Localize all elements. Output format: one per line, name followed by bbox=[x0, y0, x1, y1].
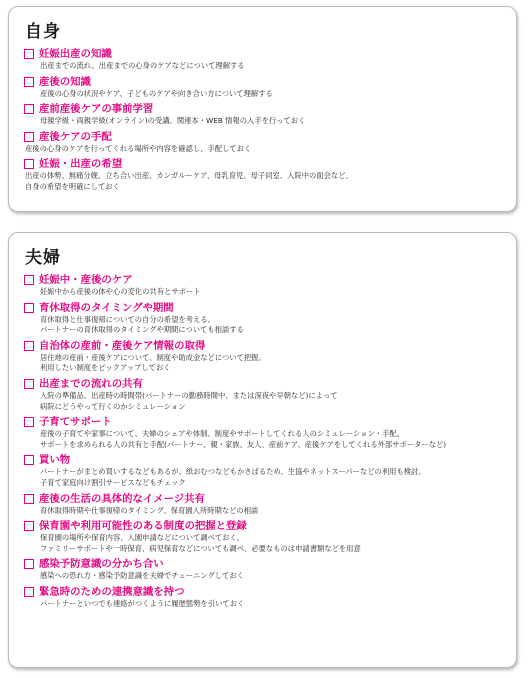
checklist-item bbox=[23, 75, 502, 100]
item-description-line: 産後の子育てや家事について、夫婦のシェアや体制、制度やサポートしてくれる人のシミュレーション・手配。 bbox=[40, 429, 404, 439]
item-heading bbox=[23, 585, 502, 599]
checklist-item bbox=[23, 453, 502, 488]
item-heading-text: 買い物 bbox=[39, 454, 71, 467]
item-description bbox=[23, 467, 502, 488]
checklist-item bbox=[23, 102, 502, 127]
item-description bbox=[23, 171, 502, 192]
checklist-item bbox=[23, 301, 502, 336]
item-heading-text: 妊娠中・産後のケア bbox=[39, 274, 133, 286]
item-description bbox=[23, 287, 502, 298]
item-description-line: 育休取得と仕事復帰についての自分の希望を考える。 bbox=[40, 314, 215, 324]
checkbox[interactable] bbox=[24, 455, 34, 465]
checklist-item bbox=[23, 273, 502, 298]
item-heading bbox=[23, 415, 502, 429]
checkbox[interactable] bbox=[24, 559, 34, 569]
checkbox[interactable] bbox=[24, 587, 34, 597]
checklist-item bbox=[23, 519, 502, 554]
item-heading-text: 自治体の産前・産後ケア情報の取得 bbox=[39, 339, 206, 352]
item-description bbox=[23, 89, 502, 100]
item-description-line: パートナーといつでも連絡がつくように履歴態勢を引いておく bbox=[40, 598, 245, 608]
item-heading-text: 保育園や利用可能性のある制度の把握と登録 bbox=[39, 520, 247, 533]
item-heading bbox=[23, 519, 502, 533]
checklist-item bbox=[23, 157, 502, 192]
item-heading-text: 産前産後ケアの事前学習 bbox=[39, 103, 154, 116]
checkbox[interactable] bbox=[24, 77, 34, 87]
section-title: 自身 bbox=[25, 22, 61, 42]
checklist-item bbox=[23, 557, 502, 582]
item-description-line: 利用したい制度をピックアップしておく bbox=[40, 363, 171, 373]
item-heading-text: 産後の生活の具体的なイメージ共有 bbox=[39, 492, 205, 505]
checklist-item bbox=[23, 377, 502, 412]
item-description bbox=[23, 533, 502, 554]
checklist-item bbox=[23, 130, 502, 155]
item-heading-text: 出産までの流れの共有 bbox=[39, 377, 143, 390]
item-description bbox=[23, 116, 502, 127]
checkbox[interactable] bbox=[24, 49, 34, 59]
checklist-item bbox=[23, 585, 502, 610]
checkbox[interactable] bbox=[24, 303, 34, 313]
item-heading bbox=[23, 157, 502, 171]
item-heading-text: 産後の知識 bbox=[39, 75, 91, 88]
item-description bbox=[23, 353, 502, 374]
section-title: 夫婦 bbox=[25, 248, 61, 268]
checkbox[interactable] bbox=[24, 521, 34, 531]
item-description bbox=[23, 429, 502, 450]
item-description bbox=[23, 391, 502, 412]
item-heading-text: 育休取得のタイミングや期間 bbox=[39, 301, 174, 314]
item-heading-text: 緊急時のための連携意識を持つ bbox=[39, 585, 185, 598]
checklist-item bbox=[23, 415, 502, 450]
item-description-line: 保育園の場所や保育内容、入園申請などについて調べておく。 bbox=[40, 533, 245, 543]
item-description-line: 産後の心身の状況やケア、子どものケアや向き合い方について理解する bbox=[40, 88, 273, 98]
item-heading bbox=[23, 377, 502, 391]
checkbox[interactable] bbox=[24, 104, 34, 114]
item-description-line: パートナーの育休取得のタイミングや期間についても相談する bbox=[40, 325, 244, 335]
item-heading bbox=[23, 273, 502, 287]
item-description bbox=[23, 506, 502, 517]
section-couple-card bbox=[8, 232, 517, 668]
item-heading bbox=[23, 102, 502, 116]
checklist bbox=[23, 273, 502, 610]
item-description-line: 産後の心身のケアを行ってくれる場所や内容を確認し、手配しておく bbox=[25, 143, 252, 153]
checklist bbox=[23, 47, 502, 193]
checkbox[interactable] bbox=[24, 132, 34, 142]
item-description-line: サポートを求められる人の共有と手配(パートナー、親・家族、友人、産前ケア、産後ケアをしてくれる外部サポーターなど) bbox=[40, 439, 447, 449]
item-description bbox=[23, 315, 502, 336]
item-description-line: 居住地の産前・産後ケアについて、制度や助成金などについて把握。 bbox=[40, 352, 266, 362]
item-heading bbox=[23, 492, 502, 506]
item-heading bbox=[23, 453, 502, 467]
item-heading bbox=[23, 75, 502, 89]
item-description-line: 自身の希望を明確にしておく bbox=[25, 181, 120, 191]
checkbox[interactable] bbox=[24, 417, 34, 427]
item-description-line: 入院の準備品、出産時の時間帯(パートナーの勤務時間中、または深夜や早朝など)によって bbox=[40, 390, 338, 400]
checkbox[interactable] bbox=[24, 379, 34, 389]
checkbox[interactable] bbox=[24, 341, 34, 351]
item-description-line: 妊娠中から産後の体や心の変化の共有とサポート bbox=[40, 287, 201, 296]
item-description-line: 出産の体勢、無痛分娩、立ち合い出産、カンガルーケア、母乳育児、母子同室、入院中の面会など、 bbox=[25, 171, 353, 181]
checklist-item bbox=[23, 492, 502, 517]
checkbox[interactable] bbox=[24, 275, 34, 285]
item-description-line: 育休取得時期や仕事復帰のタイミング、保育園入所時期などの相談 bbox=[40, 505, 259, 515]
item-description-line: 母親学級・両親学級(オンライン)の受講、関連本・WEB 情報の入手を行っておく bbox=[40, 116, 306, 126]
item-heading bbox=[23, 339, 502, 353]
item-description-line: 出産までの流れ、出産までの心身のケアなどについて理解する bbox=[40, 61, 245, 70]
item-description-line: 子育て家庭向け割引サービスなどもチェック bbox=[40, 477, 186, 487]
item-heading bbox=[23, 301, 502, 315]
checklist-item bbox=[23, 339, 502, 374]
item-heading-text: 妊娠出産の知識 bbox=[39, 48, 112, 60]
item-heading bbox=[23, 130, 502, 144]
item-description bbox=[23, 61, 502, 72]
item-description-line: 感染への恐れ方・感染予防意識を夫婦でチューニングしておく bbox=[40, 571, 244, 581]
item-heading-text: 妊娠・出産の希望 bbox=[39, 158, 123, 171]
item-description bbox=[23, 571, 502, 582]
checkbox[interactable] bbox=[24, 494, 34, 504]
item-heading-text: 子育てサポート bbox=[39, 416, 112, 429]
item-description-line: 病院にどうやって行くのかシミュレーション bbox=[40, 401, 186, 411]
item-description-line: パートナーがまとめ買いするなどもあるが、紙おむつなどもかさばるため、生協やネットスーパーなどの利用も検討。 bbox=[40, 467, 426, 477]
checklist-item bbox=[23, 47, 502, 72]
item-description bbox=[23, 599, 502, 610]
item-heading-text: 産後ケアの手配 bbox=[39, 130, 112, 143]
item-description-line: ファミリーサポートや一時保育、病児保育などについても調べ、必要なものは申請書類などを用意 bbox=[40, 543, 361, 553]
item-description bbox=[23, 144, 502, 155]
item-heading-text: 感染予防意識の分かち合い bbox=[39, 558, 164, 571]
item-heading bbox=[23, 557, 502, 571]
section-self-card bbox=[8, 6, 517, 212]
checkbox[interactable] bbox=[24, 159, 34, 169]
item-heading bbox=[23, 47, 502, 61]
